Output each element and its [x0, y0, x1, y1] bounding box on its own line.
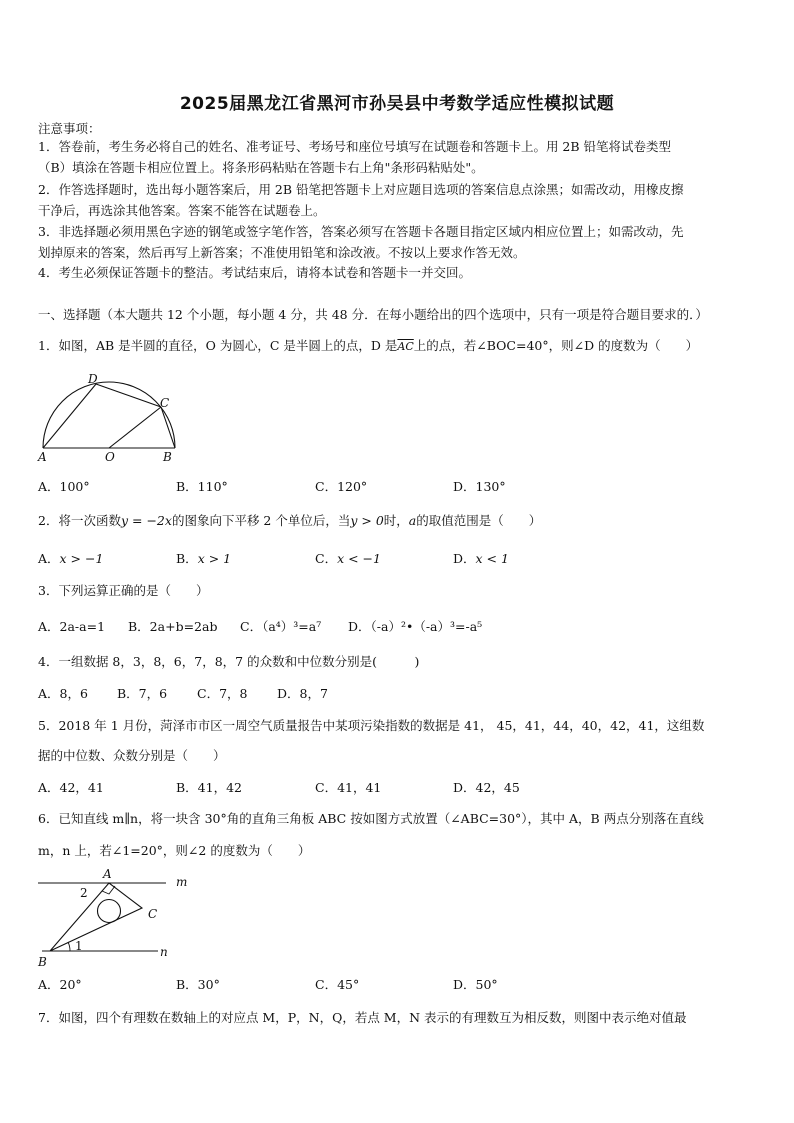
notice-line: 4．考生必须保证答题卡的整洁。考试结束后，请将本试卷和答题卡一并交回。 — [38, 265, 471, 280]
option-c[interactable]: C．x < −1 — [315, 551, 381, 566]
arc-label: $\overline{AC}$ — [397, 340, 414, 353]
segment-OC — [109, 407, 161, 448]
condition-expression: y > 0 — [350, 513, 384, 528]
angle-label-2: 2 — [80, 886, 88, 900]
option-a[interactable]: A．20° — [38, 977, 82, 992]
line-label-n: n — [160, 945, 168, 959]
function-expression: y = −2x — [120, 513, 172, 528]
point-label-D: D — [88, 372, 98, 386]
point-label-B: B — [163, 450, 172, 464]
option-c[interactable]: C．45° — [315, 977, 360, 992]
segment-DC — [96, 384, 161, 407]
point-label-C: C — [160, 396, 170, 410]
option-b[interactable]: B．7，6 — [117, 686, 168, 701]
segment-CB — [161, 407, 175, 448]
option-d[interactable]: D．130° — [453, 479, 506, 494]
option-d[interactable]: D．50° — [453, 977, 498, 992]
page-title: 2025届黑龙江省黑河市孙吴县中考数学适应性模拟试题 — [179, 94, 615, 114]
option-c[interactable]: C．41，41 — [315, 780, 382, 795]
option-b[interactable]: B．2a+b=2ab — [128, 619, 218, 634]
q2-stem-part: 2．将一次函数 — [38, 513, 121, 528]
option-b[interactable]: B．x > 1 — [176, 551, 232, 566]
point-label-O: O — [105, 450, 115, 464]
question-7-stem: 7．如图，四个有理数在数轴上的对应点 M，P，N，Q，若点 M，N 表示的有理数互为相反数，则图中表示绝对值最 — [38, 1010, 687, 1025]
variable-a: a — [408, 513, 417, 528]
option-c[interactable]: C．7，8 — [197, 686, 248, 701]
triangle-ABC — [50, 883, 142, 951]
semicircle-arc — [43, 382, 175, 448]
option-d[interactable]: D．8，7 — [277, 686, 328, 701]
option-a[interactable]: A．x > −1 — [38, 551, 104, 566]
angle-label-1: 1 — [75, 939, 83, 953]
option-d[interactable]: D．（-a）²•（-a）³=-a⁵ — [348, 619, 483, 634]
option-c[interactable]: C．120° — [315, 479, 368, 494]
right-angle-mark — [102, 886, 115, 894]
q2-stem-part: 时， — [383, 513, 409, 528]
semicircle-figure — [36, 372, 186, 464]
point-label-C: C — [148, 907, 158, 921]
question-6-stem: 6．已知直线 m∥n，将一块含 30°角的直角三角板 ABC 按如图方式放置（∠ABC=30°），其中 A，B 两点分别落在直线 — [38, 811, 704, 826]
q2-stem-part: 的图象向下平移 2 个单位后，当 — [171, 513, 351, 528]
question-3-stem: 3．下列运算正确的是（ ） — [38, 583, 209, 598]
notice-line: 干净后，再选涂其他答案。答案不能答在试题卷上。 — [38, 203, 326, 218]
option-b[interactable]: B．110° — [176, 479, 228, 494]
notice-line: 2．作答选择题时，选出每小题答案后，用 2B 铅笔把答题卡上对应题目选项的答案信息点涂黑；如需改动，用橡皮擦 — [38, 182, 684, 197]
section-heading: 一、选择题（本大题共 12 个小题，每小题 4 分，共 48 分．在每小题给出的四个选项中，只有一项是符合题目要求的．） — [38, 307, 708, 322]
point-label-A: A — [38, 450, 47, 464]
notice-line: 3．非选择题必须用黑色字迹的钢笔或签字笔作答，答案必须写在答题卡各题目指定区域内相应位置上；如需改动，先 — [38, 224, 684, 239]
question-5-stem: 据的中位数、众数分别是（ ） — [38, 748, 226, 763]
triangle-hole — [98, 900, 121, 923]
option-c[interactable]: C．（a⁴）³=a⁷ — [240, 619, 322, 634]
notice-label: 注意事项： — [38, 121, 101, 136]
option-a[interactable]: A．8，6 — [38, 686, 88, 701]
point-label-A: A — [103, 867, 112, 881]
q1-stem-part: 1．如图，AB 是半圆的直径，O 为圆心，C 是半圆上的点，D 是 — [38, 338, 398, 353]
notice-line: （B）填涂在答题卡相应位置上。将条形码粘贴在答题卡右上角"条形码粘贴处"。 — [38, 160, 484, 175]
option-b[interactable]: B．41，42 — [176, 780, 242, 795]
parallel-lines-figure — [34, 866, 194, 970]
angle-1-arc — [68, 942, 70, 951]
option-d[interactable]: D．42，45 — [453, 780, 520, 795]
question-2-stem — [38, 511, 760, 531]
q1-stem-part: 上的点，若∠BOC=40°，则∠D 的度数为（ ） — [413, 338, 699, 353]
q2-stem-part: 的取值范围是（ ） — [416, 513, 542, 528]
option-a[interactable]: A．100° — [38, 479, 90, 494]
notice-line: 划掉原来的答案，然后再写上新答案；不准使用铅笔和涂改液。不按以上要求作答无效。 — [38, 245, 526, 260]
notice-line: 1．答卷前，考生务必将自己的姓名、准考证号、考场号和座位号填写在试题卷和答题卡上。用 2B 铅笔将试卷类型 — [38, 139, 672, 154]
point-label-B: B — [38, 955, 47, 969]
option-d[interactable]: D．x < 1 — [453, 551, 509, 566]
question-4-stem: 4．一组数据 8，3，8，6，7，8，7 的众数和中位数分别是( ) — [38, 654, 420, 669]
line-label-m: m — [176, 875, 188, 889]
question-6-stem: m，n 上，若∠1=20°，则∠2 的度数为（ ） — [38, 843, 311, 858]
option-b[interactable]: B．30° — [176, 977, 220, 992]
option-a[interactable]: A．42，41 — [38, 780, 104, 795]
question-5-stem: 5．2018 年 1 月份，菏泽市市区一周空气质量报告中某项污染指数的数据是 41， 45，41，44，40，42，41，这组数 — [38, 718, 705, 733]
question-1-stem — [38, 336, 760, 357]
option-a[interactable]: A．2a-a=1 — [38, 619, 106, 634]
